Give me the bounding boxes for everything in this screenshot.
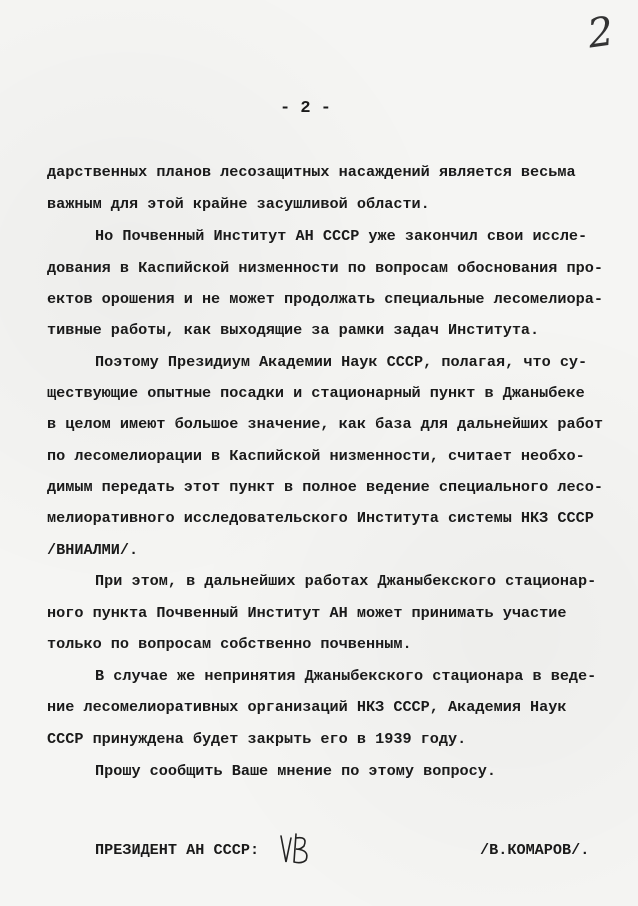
text-line: ного пункта Почвенный Институт АН может принимать участие <box>47 604 567 622</box>
text-line: СССР принуждена будет закрыть его в 1939 году. <box>47 730 467 748</box>
text-line: Поэтому Президиум Академии Наук СССР, полагая, что су- <box>95 353 588 371</box>
signature-title: ПРЕЗИДЕНТ АН СССР: <box>95 841 260 859</box>
text-line: дарственных планов лесозащитных насаждений является весьма <box>47 163 576 181</box>
handwritten-signature <box>278 832 318 868</box>
text-line: димым передать этот пункт в полное ведение специального лесо- <box>47 478 603 496</box>
text-line: В случае же непринятия Джаныбекского стационара в веде- <box>95 667 597 685</box>
text-line: дования в Каспийской низменности по вопросам обоснования про- <box>47 259 603 277</box>
text-line: важным для этой крайне засушливой области. <box>47 195 430 213</box>
text-line: по лесомелиорации в Каспийской низменности, считает необхо- <box>47 447 585 465</box>
text-line: только по вопросам собственно почвенным. <box>47 635 412 653</box>
archive-page-mark: 2 <box>584 8 617 58</box>
text-line: тивные работы, как выходящие за рамки задач Института. <box>47 321 540 339</box>
page-number: - 2 - <box>280 99 332 118</box>
text-line: мелиоративного исследовательского Института системы НКЗ СССР <box>47 509 594 527</box>
text-line: Но Почвенный Институт АН СССР уже закончил свои иссле- <box>95 227 588 245</box>
text-line: Прошу сообщить Ваше мнение по этому вопросу. <box>95 762 497 780</box>
text-line: При этом, в дальнейших работах Джаныбекского стационар- <box>95 572 597 590</box>
text-line: ектов орошения и не может продолжать специальные лесомелиора- <box>47 290 603 308</box>
text-line: ществующие опытные посадки и стационарный пункт в Джаныбеке <box>47 384 585 402</box>
text-line: /ВНИАЛМИ/. <box>47 541 139 559</box>
signatory-name: /В.КОМАРОВ/. <box>480 841 590 859</box>
text-line: в целом имеют большое значение, как база для дальнейших работ <box>47 415 603 433</box>
text-line: ние лесомелиоративных организаций НКЗ СССР, Академия Наук <box>47 698 567 716</box>
